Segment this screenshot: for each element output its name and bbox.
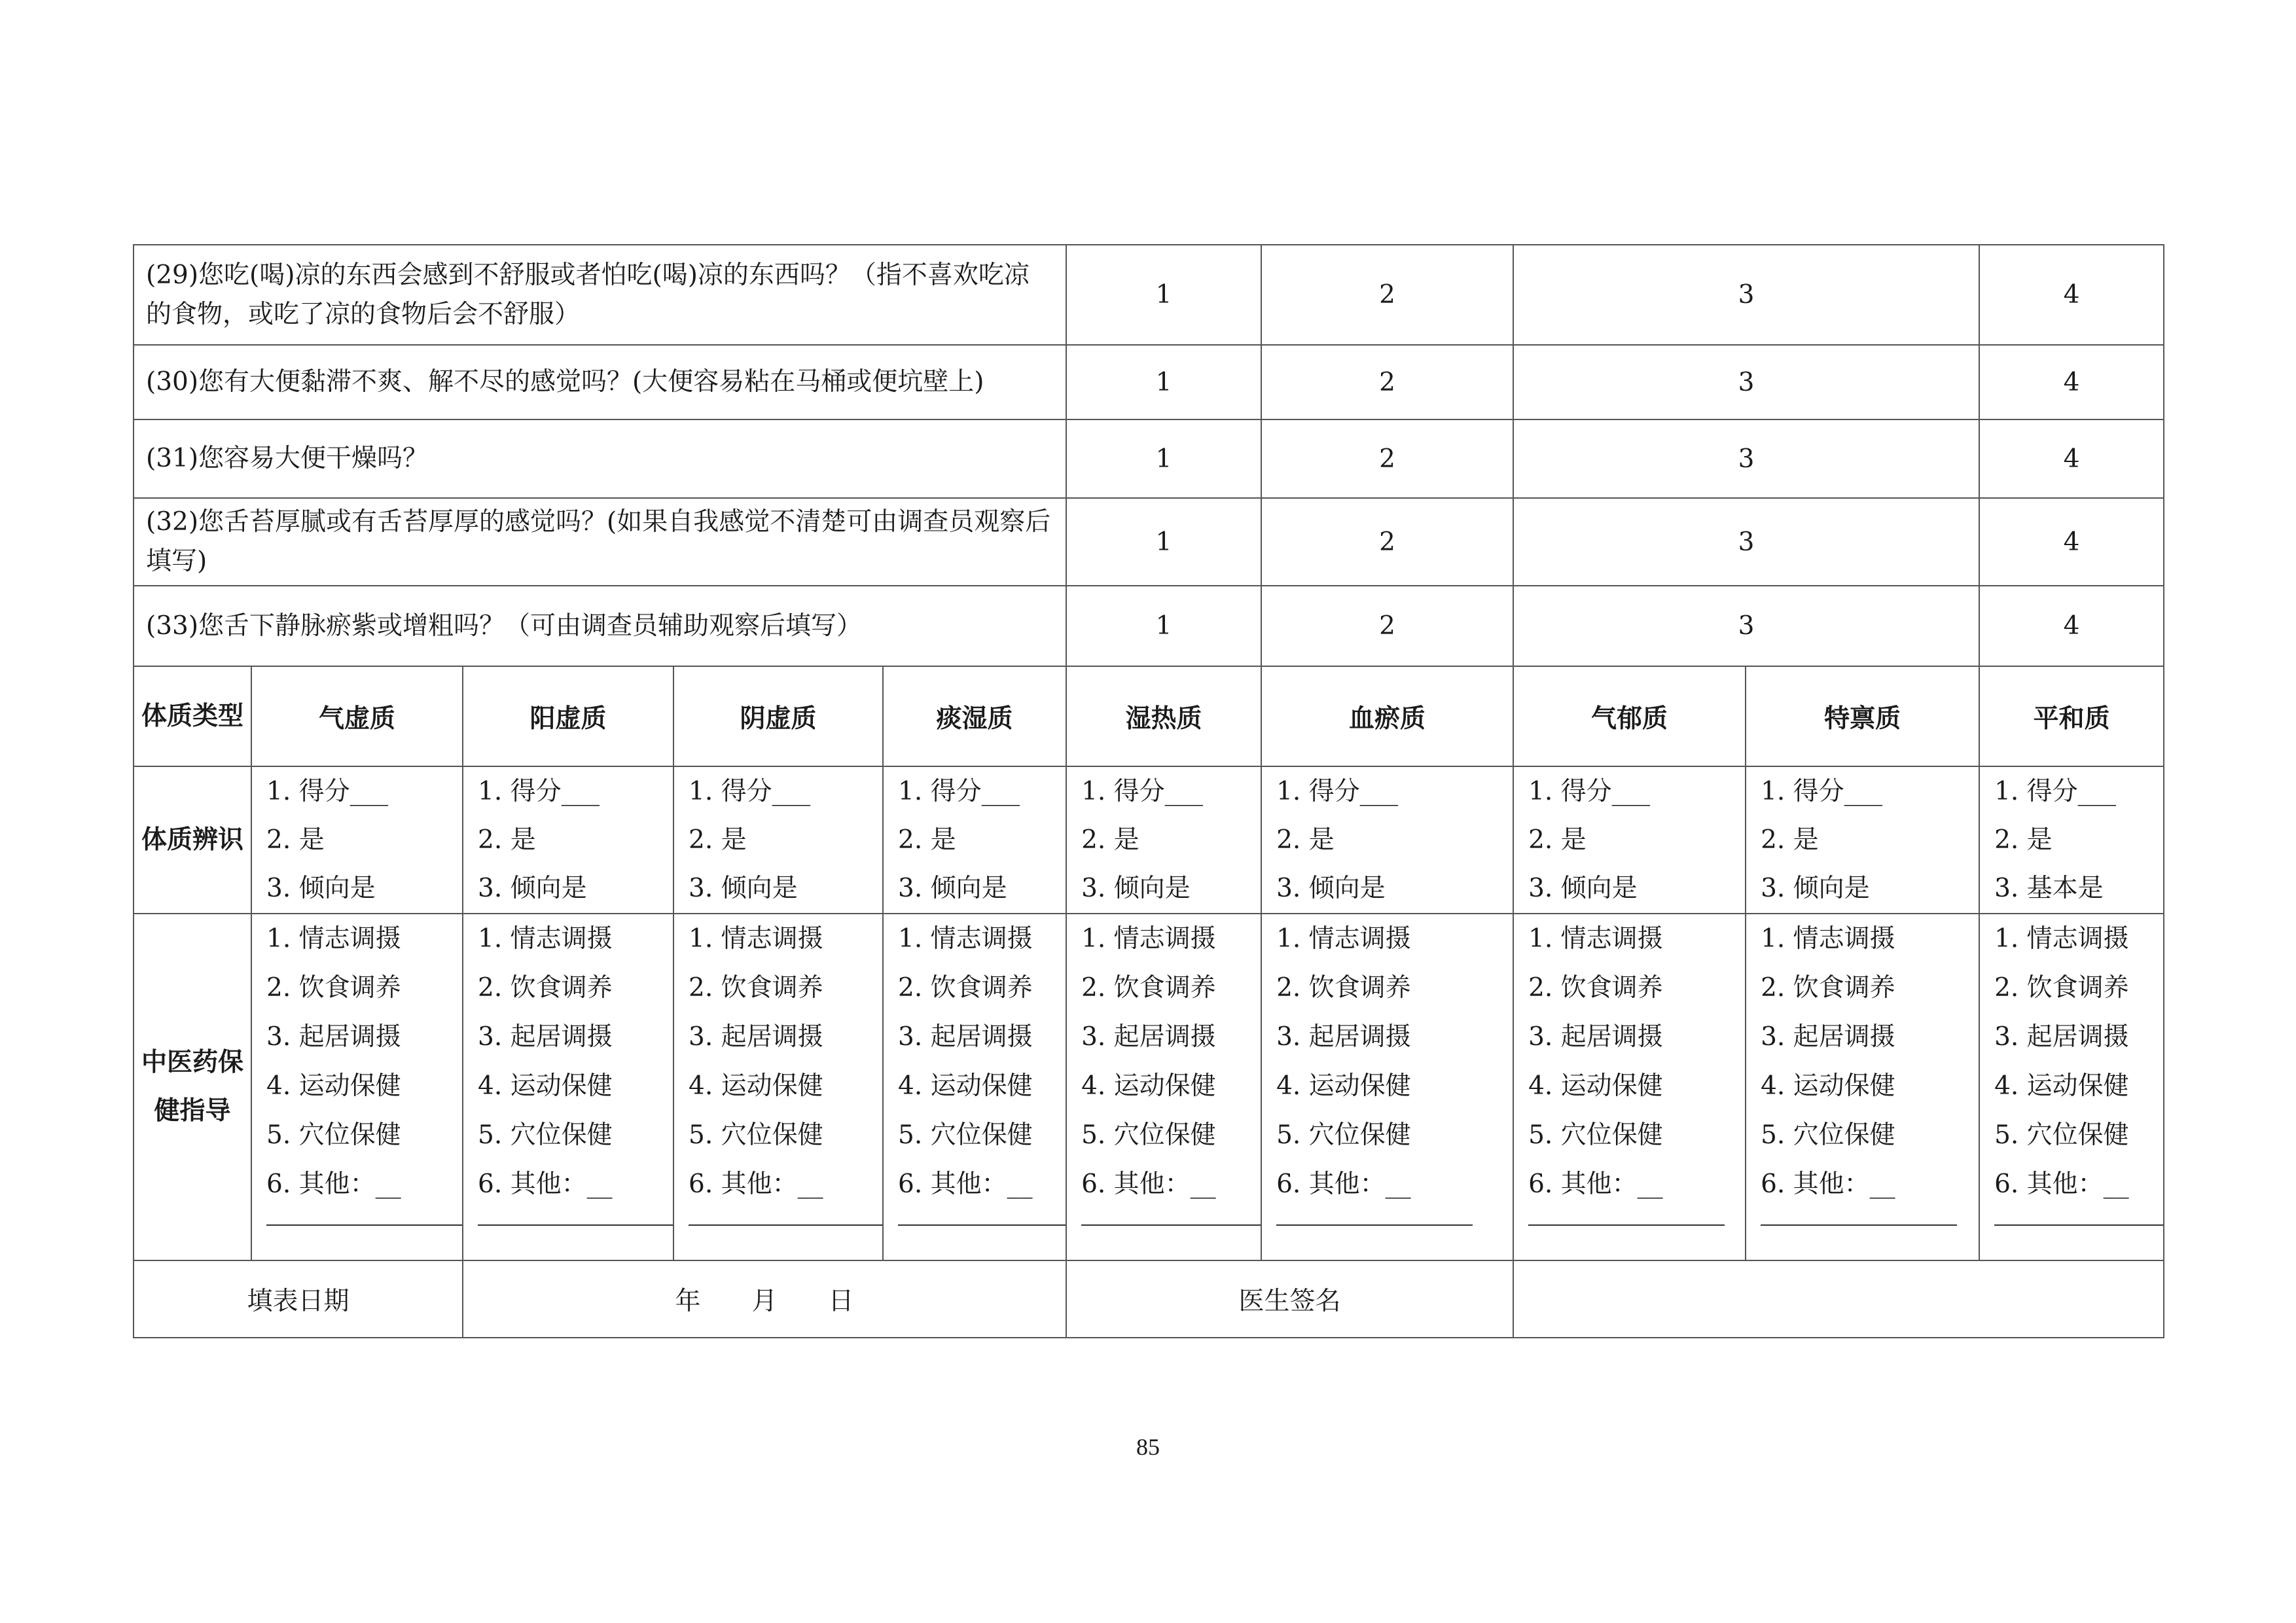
guidance-option[interactable]: 4. 运动保健 — [1761, 1071, 1895, 1101]
guidance-option[interactable]: 6. 其他：__ — [266, 1169, 401, 1199]
guidance-option[interactable]: 2. 饮食调养 — [898, 973, 1033, 1003]
guidance-option[interactable]: 3. 起居调摄 — [1761, 1022, 1895, 1052]
guidance-options — [251, 914, 463, 1260]
type-shire: 湿热质 — [1066, 666, 1261, 766]
identification-options — [1513, 766, 1746, 914]
guidance-option[interactable]: 3. 起居调摄 — [1994, 1022, 2129, 1052]
other-fill-line[interactable] — [1276, 1222, 1473, 1226]
scale-option[interactable]: 2 — [1261, 586, 1513, 666]
guidance-option[interactable]: 6. 其他：__ — [1994, 1169, 2129, 1199]
scale-option[interactable]: 4 — [1979, 498, 2164, 586]
scale-option[interactable]: 2 — [1261, 345, 1513, 419]
guidance-options — [883, 914, 1066, 1260]
identification-label: 体质辨识 — [134, 766, 251, 914]
guidance-option[interactable]: 5. 穴位保健 — [1276, 1120, 1411, 1150]
identification-row — [134, 766, 2164, 914]
question-row — [134, 586, 2164, 666]
guidance-option[interactable]: 2. 饮食调养 — [689, 973, 823, 1003]
guidance-option[interactable]: 5. 穴位保健 — [898, 1120, 1033, 1150]
identification-option[interactable]: 3. 倾向是 — [1081, 873, 1191, 903]
page-number: 85 — [1136, 1434, 1160, 1460]
identification-options — [251, 766, 463, 914]
guidance-options — [463, 914, 673, 1260]
guidance-option[interactable]: 2. 饮食调养 — [1761, 973, 1895, 1003]
guidance-option[interactable]: 4. 运动保健 — [478, 1071, 613, 1101]
doctor-signature-label: 医生签名 — [1066, 1260, 1513, 1338]
guidance-option[interactable]: 6. 其他：__ — [898, 1169, 1033, 1199]
identification-options — [1066, 766, 1261, 914]
identification-options — [463, 766, 673, 914]
guidance-option[interactable]: 6. 其他：__ — [1081, 1169, 1216, 1199]
type-tanshi: 痰湿质 — [883, 666, 1066, 766]
scale-option[interactable]: 3 — [1513, 419, 1979, 498]
scale-option[interactable]: 1 — [1066, 419, 1261, 498]
tcm-constitution-form — [133, 244, 2164, 1338]
identification-option[interactable]: 3. 倾向是 — [689, 873, 798, 903]
guidance-option[interactable]: 3. 起居调摄 — [1081, 1022, 1216, 1052]
constitution-type-label: 体质类型 — [134, 666, 251, 766]
guidance-option[interactable]: 6. 其他：__ — [1528, 1169, 1663, 1199]
identification-options — [1979, 766, 2164, 914]
identification-option[interactable]: 1. 得分___ — [1761, 776, 1883, 806]
type-yangxu: 阳虚质 — [463, 666, 673, 766]
guidance-option[interactable]: 3. 起居调摄 — [266, 1022, 401, 1052]
other-fill-line[interactable] — [689, 1222, 883, 1226]
guidance-option[interactable]: 2. 饮食调养 — [1528, 973, 1663, 1003]
identification-options — [883, 766, 1066, 914]
guidance-option[interactable]: 5. 穴位保健 — [266, 1120, 401, 1150]
identification-option[interactable]: 2. 是 — [478, 825, 536, 855]
guidance-row — [134, 914, 2164, 1260]
identification-option[interactable]: 1. 得分___ — [1528, 776, 1651, 806]
guidance-option[interactable]: 3. 起居调摄 — [1276, 1022, 1411, 1052]
doctor-signature-field[interactable] — [1513, 1260, 2164, 1338]
guidance-option[interactable]: 2. 饮食调养 — [1276, 973, 1411, 1003]
guidance-option[interactable]: 4. 运动保健 — [1528, 1071, 1663, 1101]
date-label: 填表日期 — [134, 1260, 463, 1338]
scale-option[interactable]: 3 — [1513, 586, 1979, 666]
guidance-option[interactable]: 5. 穴位保健 — [1761, 1120, 1895, 1150]
type-xueyu: 血瘀质 — [1261, 666, 1513, 766]
footer-row — [134, 1260, 2164, 1338]
guidance-option[interactable]: 5. 穴位保健 — [478, 1120, 613, 1150]
guidance-option[interactable]: 4. 运动保健 — [1081, 1071, 1216, 1101]
guidance-options — [1066, 914, 1261, 1260]
identification-options — [1261, 766, 1513, 914]
question-row — [134, 419, 2164, 498]
question-row — [134, 498, 2164, 586]
scale-option[interactable]: 2 — [1261, 498, 1513, 586]
guidance-options — [1261, 914, 1513, 1260]
other-fill-line[interactable] — [478, 1222, 673, 1226]
guidance-option[interactable]: 2. 饮食调养 — [1994, 973, 2129, 1003]
guidance-option[interactable]: 1. 情志调摄 — [689, 924, 823, 954]
scale-option[interactable]: 2 — [1261, 245, 1513, 345]
guidance-option[interactable]: 1. 情志调摄 — [1994, 924, 2129, 954]
guidance-option[interactable]: 5. 穴位保健 — [1528, 1120, 1663, 1150]
identification-option[interactable]: 1. 得分___ — [1994, 776, 2117, 806]
type-yinxu: 阴虚质 — [673, 666, 883, 766]
identification-option[interactable]: 1. 得分___ — [478, 776, 600, 806]
other-fill-line[interactable] — [1528, 1222, 1725, 1226]
identification-options — [673, 766, 883, 914]
guidance-option[interactable]: 6. 其他：__ — [689, 1169, 823, 1199]
identification-option[interactable]: 2. 是 — [266, 825, 325, 855]
question-text: (33)您舌下静脉瘀紫或增粗吗？（可由调查员辅助观察后填写） — [134, 586, 1066, 666]
guidance-option[interactable]: 1. 情志调摄 — [898, 924, 1033, 954]
guidance-option[interactable]: 4. 运动保健 — [1994, 1071, 2129, 1101]
scale-option[interactable]: 4 — [1979, 419, 2164, 498]
identification-option[interactable]: 1. 得分___ — [1081, 776, 1204, 806]
guidance-option[interactable]: 4. 运动保健 — [1276, 1071, 1411, 1101]
guidance-option[interactable]: 1. 情志调摄 — [478, 924, 613, 954]
question-row — [134, 245, 2164, 345]
identification-option[interactable]: 2. 是 — [1994, 825, 2053, 855]
identification-option[interactable]: 1. 得分___ — [266, 776, 389, 806]
other-fill-line[interactable] — [266, 1222, 463, 1226]
question-text: (31)您容易大便干燥吗？ — [134, 419, 1066, 498]
identification-option[interactable]: 3. 倾向是 — [1761, 873, 1870, 903]
guidance-options — [1513, 914, 1746, 1260]
guidance-option[interactable]: 4. 运动保健 — [689, 1071, 823, 1101]
scale-option[interactable]: 4 — [1979, 345, 2164, 419]
question-text: (32)您舌苔厚腻或有舌苔厚厚的感觉吗？(如果自我感觉不清楚可由调查员观察后填写) — [134, 498, 1066, 586]
identification-option[interactable]: 1. 得分___ — [689, 776, 811, 806]
guidance-option[interactable]: 4. 运动保健 — [266, 1071, 401, 1101]
identification-option[interactable]: 3. 倾向是 — [1528, 873, 1638, 903]
other-fill-line[interactable] — [1761, 1222, 1957, 1226]
other-fill-line[interactable] — [898, 1222, 1066, 1226]
identification-option[interactable]: 3. 倾向是 — [1276, 873, 1386, 903]
type-qiyu: 气郁质 — [1513, 666, 1746, 766]
guidance-option[interactable]: 5. 穴位保健 — [689, 1120, 823, 1150]
identification-option[interactable]: 2. 是 — [1761, 825, 1819, 855]
question-row — [134, 345, 2164, 419]
guidance-option[interactable]: 4. 运动保健 — [898, 1071, 1033, 1101]
scale-option[interactable]: 3 — [1513, 245, 1979, 345]
scale-option[interactable]: 1 — [1066, 586, 1261, 666]
guidance-option[interactable]: 2. 饮食调养 — [1081, 973, 1216, 1003]
identification-option[interactable]: 3. 倾向是 — [898, 873, 1007, 903]
guidance-option[interactable]: 6. 其他：__ — [478, 1169, 613, 1199]
guidance-option[interactable]: 6. 其他：__ — [1761, 1169, 1895, 1199]
identification-option[interactable]: 2. 是 — [689, 825, 747, 855]
other-fill-line[interactable] — [1994, 1222, 2164, 1226]
guidance-label: 中医药保健指导 — [134, 914, 251, 1260]
guidance-option[interactable]: 3. 起居调摄 — [898, 1022, 1033, 1052]
identification-option[interactable]: 3. 倾向是 — [266, 873, 376, 903]
type-qixu: 气虚质 — [251, 666, 463, 766]
scale-option[interactable]: 1 — [1066, 245, 1261, 345]
guidance-option[interactable]: 1. 情志调摄 — [1276, 924, 1411, 954]
scale-option[interactable]: 1 — [1066, 498, 1261, 586]
question-rows — [134, 245, 2164, 666]
scale-option[interactable]: 4 — [1979, 586, 2164, 666]
type-tebing: 特禀质 — [1746, 666, 1979, 766]
question-text: (30)您有大便黏滞不爽、解不尽的感觉吗？(大便容易粘在马桶或便坑壁上) — [134, 345, 1066, 419]
identification-option[interactable]: 3. 基本是 — [1994, 873, 2104, 903]
constitution-type-row — [134, 666, 2164, 766]
guidance-options — [1746, 914, 1979, 1260]
identification-option[interactable]: 2. 是 — [898, 825, 956, 855]
identification-option[interactable]: 3. 倾向是 — [478, 873, 587, 903]
question-text: (29)您吃(喝)凉的东西会感到不舒服或者怕吃(喝)凉的东西吗？（指不喜欢吃凉的食物，或吃了凉的食物后会不舒服） — [134, 245, 1066, 345]
guidance-options — [1979, 914, 2164, 1260]
identification-option[interactable]: 2. 是 — [1528, 825, 1587, 855]
guidance-option[interactable]: 3. 起居调摄 — [689, 1022, 823, 1052]
scale-option[interactable]: 3 — [1513, 498, 1979, 586]
guidance-option[interactable]: 2. 饮食调养 — [266, 973, 401, 1003]
identification-option[interactable]: 1. 得分___ — [898, 776, 1020, 806]
scale-option[interactable]: 3 — [1513, 345, 1979, 419]
guidance-option[interactable]: 5. 穴位保健 — [1994, 1120, 2129, 1150]
scale-option[interactable]: 4 — [1979, 245, 2164, 345]
guidance-option[interactable]: 1. 情志调摄 — [1528, 924, 1663, 954]
guidance-option[interactable]: 3. 起居调摄 — [478, 1022, 613, 1052]
other-fill-line[interactable] — [1081, 1222, 1261, 1226]
guidance-option[interactable]: 1. 情志调摄 — [266, 924, 401, 954]
guidance-option[interactable]: 1. 情志调摄 — [1761, 924, 1895, 954]
guidance-option[interactable]: 5. 穴位保健 — [1081, 1120, 1216, 1150]
type-pinghe: 平和质 — [1979, 666, 2164, 766]
scale-option[interactable]: 1 — [1066, 345, 1261, 419]
identification-option[interactable]: 1. 得分___ — [1276, 776, 1399, 806]
guidance-option[interactable]: 1. 情志调摄 — [1081, 924, 1216, 954]
identification-options — [1746, 766, 1979, 914]
guidance-option[interactable]: 3. 起居调摄 — [1528, 1022, 1663, 1052]
identification-option[interactable]: 2. 是 — [1276, 825, 1335, 855]
guidance-option[interactable]: 6. 其他：__ — [1276, 1169, 1411, 1199]
scale-option[interactable]: 2 — [1261, 419, 1513, 498]
identification-option[interactable]: 2. 是 — [1081, 825, 1139, 855]
guidance-options — [673, 914, 883, 1260]
date-field[interactable]: 年 月 日 — [463, 1260, 1066, 1338]
guidance-option[interactable]: 2. 饮食调养 — [478, 973, 613, 1003]
